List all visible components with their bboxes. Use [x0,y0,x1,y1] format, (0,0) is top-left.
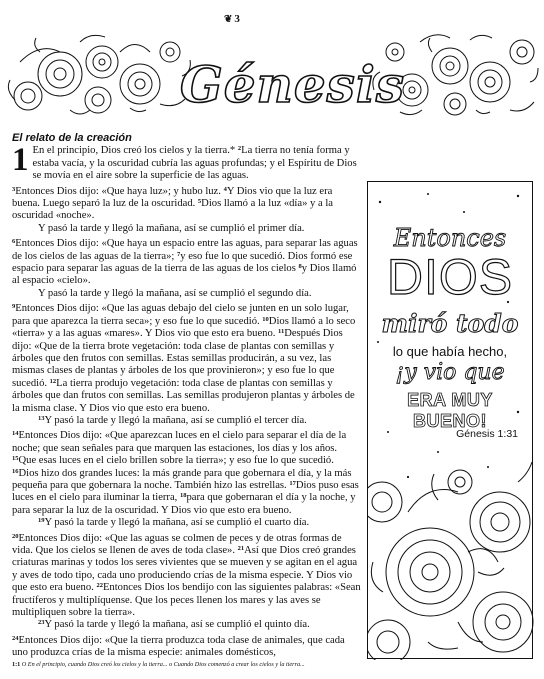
verse-paragraph-14: $^{14}$Entonces Dios dijo: «Que aparezcan luces en el cielo para separar el día de la noche; que sean señales para que marquen las estaciones, los días y los años. $^{15}$Que esas luces en el cielo brillen sobre la tierra»; y eso fue lo que sucedió. $^{16}$Dios hizo dos grandes luces: la más grande para que gobernara el día, y la más pequeña para que gobernara la noche. También hizo las estrellas. $^{17}$Dios puso esas luces en el cielo para iluminar la tierra, $^{18}$para que gobernaran el día y la noche, y para separar la luz de la oscuridad. Y Dios vio que esto era bueno. $^{19}$Y pasó la tarde y llegó la mañana, así se cumplió el cuarto día. [12,430,359,529]
chapter-mark-icon: ❦ [224,14,233,25]
verse-paragraph-9: $^9$Entonces Dios dijo: «Que las aguas debajo del cielo se junten en un solo lugar, para que aparezca la tierra seca»; y eso fue lo que sucedió. $^{10}$Dios llamó a lo seco «tierra» y a las aguas «mares». Y Dios vio que esto era bueno. $^{11}$Después Dios dijo: «Que de la tierra brote vegetación: toda clase de plantas con semillas y árboles que den frutos con semillas. Estas semillas producirán, a su vez, las mismas clases de plantas y árboles de los que provinieron»; y eso fue lo que sucedió. $^{12}$La tierra produjo vegetación: toda clase de plantas con semillas y árboles que dan frutos con semillas. Las semillas produjeron plantas y árboles de la misma clase. Y Dios vio que esto era bueno. $^{13}$Y pasó la tarde y llegó la mañana, así se cumplió el tercer día. [12,303,356,426]
book-title: Génesis [180,55,405,114]
card-line-entonces: Entonces [393,224,507,252]
book-header [0,22,544,122]
verse-paragraph-6: $^6$Entonces Dios dijo: «Que haya un espacio entre las aguas, para separar las aguas de los cielos de las aguas de la tierra»; $^7$y eso fue lo que sucedió. Dios formó ese espacio para separar las aguas de la tierra de las aguas de los cielos $^8$y Dios llamó al espacio «cielo». Y pasó la tarde y llegó la mañana, así se cumplió el segundo día. [12,238,358,299]
verse-paragraph-3: $^3$Entonces Dios dijo: «Que haya luz»; y hubo luz. $^4$Y Dios vio que la luz era buena. Luego separó la luz de la oscuridad. $^5$Dios llamó a la luz «día» y a la oscuridad «noche». Y pasó la tarde y llegó la mañana, así se cumplió el primer día. [12,185,333,234]
card-line-y-vio-que: ¡y vio que [395,360,505,385]
verse-paragraph-20: $^{20}$Entonces Dios dijo: «Que las aguas se colmen de peces y de otras formas de vida. Que los cielos se llenen de aves de toda clase». $^{21}$Así que Dios creó grandes criaturas marinas y todos los seres vivientes que se mueven y se agitan en el agua y aves de todo tipo, cada uno produciendo crías de la misma especie. Y Dios vio que esto era bueno. $^{22}$Entonces Dios los bendijo con las siguientes palabras: «Sean fructíferos y multiplíquense. Que los peces llenen los mares y las aves se multipliquen sobre la tierra». $^{23}$Y pasó la tarde y llegó la mañana, así se cumplió el quinto día. [12,532,361,631]
card-line-dios: DIOS [386,249,514,305]
card-reference: Génesis 1:31 [456,428,518,440]
card-line-lo-que: lo que había hecho, [392,344,508,359]
scripture-text [12,132,361,663]
page-number: ❦ 3 [224,13,240,25]
verse-paragraph-1: 1 En el principio, Dios creó los cielos y la tierra.* $^2$La tierra no tenía forma y estaba vacía, y la oscuridad cubría las aguas profundas; y el Espíritu de Dios se movía en el aire sobre la superficie de las aguas. [12,142,357,182]
verse-paragraph-24: $^{24}$Entonces Dios dijo: «Que la tierra produzca toda clase de animales, que cada uno produzca crías de la misma especie: animales domésticos, [12,634,345,659]
footnote: 1:1 O En el principio, cuando Dios creó los cielos y la tierra... o Cuando Dios comenzó a crear los cielos y la tierra... [12,661,305,668]
verse-art-card [367,181,533,659]
card-line-era-muy-bueno: ERA MUY BUENO! [407,390,493,431]
section-heading: El relato de la creación [12,132,132,144]
chapter-number: 1 [12,142,29,179]
card-line-miro-todo: miró todo [381,309,519,338]
